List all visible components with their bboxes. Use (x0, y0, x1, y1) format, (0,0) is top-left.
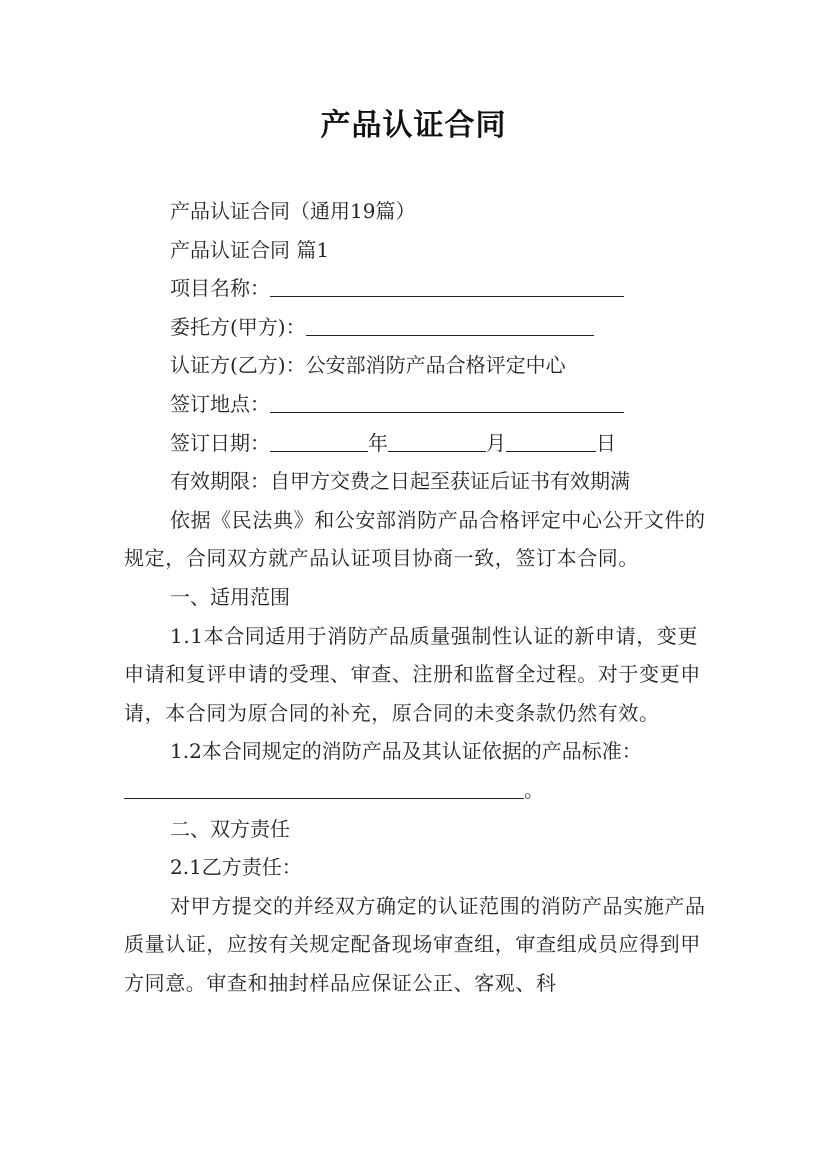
sign-place-label: 签订地点： (170, 391, 270, 416)
project-name-label: 项目名称： (170, 276, 270, 301)
year-label: 年 (368, 430, 388, 455)
clause-2-1: 2.1乙方责任： (170, 855, 302, 880)
field-sign-place (124, 385, 714, 424)
document-body (124, 192, 714, 1002)
clause-1-1: 1.1本合同适用于消防产品质量强制性认证的新申请，变更申请和复评申请的受理、审查、注册和监督全过程。对于变更申请，本合同为原合同的补充，原合同的未变条款仍然有效。 (124, 623, 701, 725)
section-2-heading: 二、双方责任 (170, 816, 290, 841)
product-standard-blank (124, 776, 524, 799)
section-1-heading: 一、适用范围 (170, 584, 290, 609)
section-heading: 产品认证合同 篇1 (170, 237, 330, 262)
month-blank (388, 429, 486, 452)
clause-1-2-period: 。 (524, 777, 544, 802)
field-validity: 有效期限：自甲方交费之日起至获证后证书有效期满 (170, 469, 630, 494)
clause-1-2: 1.2本合同规定的消防产品及其认证依据的产品标准： (170, 739, 642, 764)
client-blank (306, 313, 594, 336)
day-label: 日 (596, 430, 616, 455)
field-project-name (124, 269, 714, 308)
certifier-label: 认证方(乙方)： (170, 353, 306, 378)
field-client (124, 308, 714, 347)
field-sign-date (124, 424, 714, 463)
project-name-blank (270, 274, 624, 297)
document-subtitle: 产品认证合同（通用19篇） (170, 199, 416, 223)
day-blank (506, 429, 596, 452)
sign-date-label: 签订日期： (170, 430, 270, 455)
client-label: 委托方(甲方)： (170, 314, 306, 339)
document-title: 产品认证合同 (320, 108, 507, 143)
clause-2-1-text: 对甲方提交的并经双方确定的认证范围的消防产品实施产品质量认证，应按有关规定配备现场审查组，审查组成员应得到甲方同意。审查和抽封样品应保证公正、客观、科 (124, 893, 706, 995)
clause-1-2-blank-line (124, 771, 714, 810)
sign-place-blank (270, 390, 624, 413)
month-label: 月 (486, 430, 506, 455)
field-certifier (124, 346, 714, 385)
year-blank (270, 429, 368, 452)
intro-paragraph: 依据《民法典》和公安部消防产品合格评定中心公开文件的规定，合同双方就产品认证项目协商一致，签订本合同。 (124, 507, 706, 571)
certifier-value: 公安部消防产品合格评定中心 (305, 353, 566, 378)
